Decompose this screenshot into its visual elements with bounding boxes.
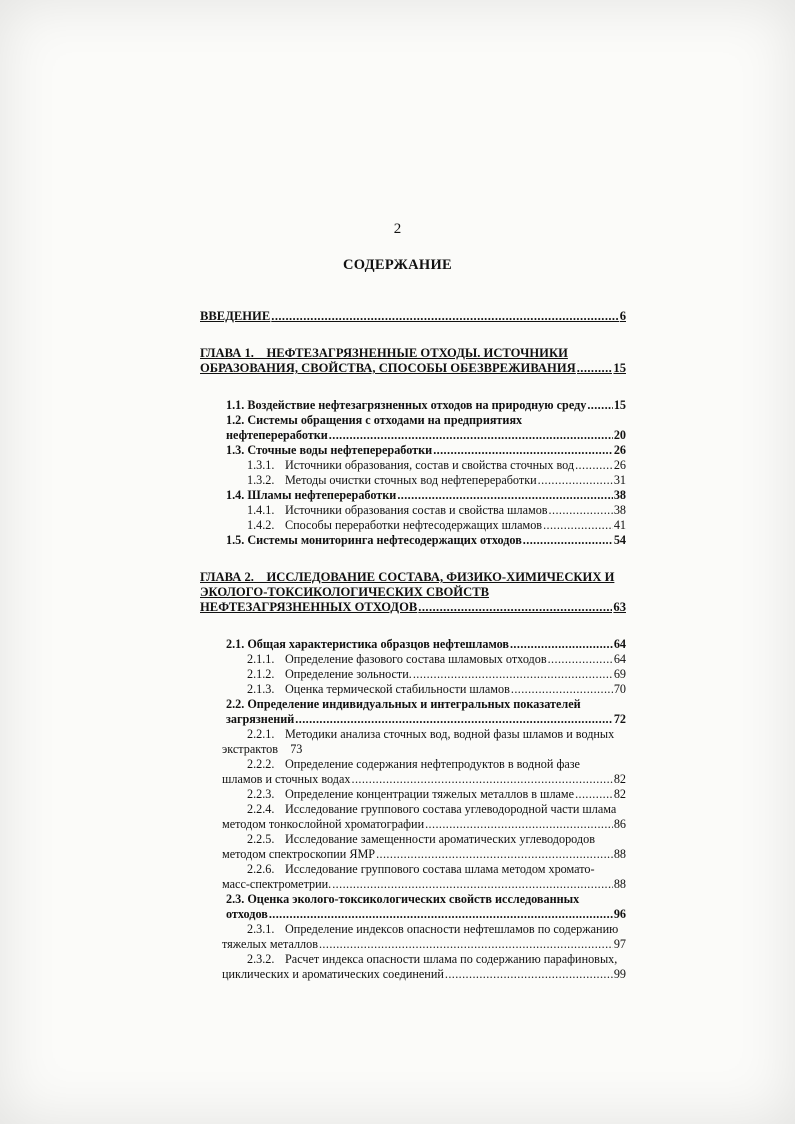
toc-entry-1-3[interactable]: 1.3. Сточные воды нефтепереработки ..... 26	[200, 443, 626, 458]
page-number: 2	[393, 221, 402, 237]
toc-entry-1-5[interactable]: 1.5. Системы мониторинга нефтесодержащих отходов ..... 54	[200, 533, 626, 548]
page-title: СОДЕРЖАНИЕ	[342, 257, 453, 273]
toc-entry-1-4-1[interactable]: 1.4.1. Источники образования состав и свойства шламов ..... 38	[200, 503, 626, 518]
toc-entry-1-1[interactable]: 1.1. Воздействие нефтезагрязненных отходов на природную среду ..... 15	[200, 398, 626, 413]
toc-entry-1-4[interactable]: 1.4. Шламы нефтепереработки ..... 38	[200, 488, 626, 503]
toc-entry-1-3-2[interactable]: 1.3.2. Методы очистки сточных вод нефтепереработки ..... 31	[200, 473, 626, 488]
toc-entry-2-3[interactable]: 2.3. Оценка эколого-токсикологических свойств исследованных отходов ..... 96	[200, 892, 626, 922]
toc-entry-2-2-1[interactable]: 2.2.1. Методики анализа сточных вод, водной фазы шламов и водных экстрактов 73	[222, 727, 615, 756]
toc-entry-chapter-2[interactable]: ГЛАВА 2. ИССЛЕДОВАНИЕ СОСТАВА, ФИЗИКО-ХИМИЧЕСКИХ И ЭКОЛОГО-ТОКСИКОЛОГИЧЕСКИХ СВОЙСТВ НЕФТЕЗАГРЯЗНЕННЫХ ОТХОДОВ ..... 63	[200, 570, 626, 615]
toc-entry-1-2[interactable]: 1.2. Системы обращения с отходами на предприятиях нефтепереработки ..... 20	[200, 413, 626, 443]
table-of-contents	[200, 309, 626, 982]
toc-entry-2-2-3[interactable]: 2.2.3. Определение концентрации тяжелых металлов в шламе ..... 82	[200, 787, 626, 802]
toc-entry-2-1-1[interactable]: 2.1.1. Определение фазового состава шламовых отходов ..... 64	[200, 652, 626, 667]
toc-entry-2-2-4[interactable]: 2.2.4. Исследование группового состава углеводородной части шлама методом тонкослойной хроматографии ..... 86	[200, 802, 626, 832]
toc-entry-2-3-1[interactable]: 2.3.1. Определение индексов опасности нефтешламов по содержанию тяжелых металлов ..... 97	[200, 922, 626, 952]
toc-entry-1-3-1[interactable]: 1.3.1. Источники образования, состав и свойства сточных вод ..... 26	[200, 458, 626, 473]
toc-entry-chapter-1[interactable]: ГЛАВА 1. НЕФТЕЗАГРЯЗНЕННЫЕ ОТХОДЫ. ИСТОЧНИКИ ОБРАЗОВАНИЯ, СВОЙСТВА, СПОСОБЫ ОБЕЗВРЕЖИВАНИЯ ..... 15	[200, 346, 626, 376]
toc-entry-intro[interactable]: ВВЕДЕНИЕ ..... 6	[200, 309, 626, 324]
toc-entry-2-2[interactable]: 2.2. Определение индивидуальных и интегральных показателей загрязнений ..... 72	[200, 697, 626, 727]
toc-entry-2-1-2[interactable]: 2.1.2. Определение зольности. ..... 69	[200, 667, 626, 682]
toc-entry-2-2-5[interactable]: 2.2.5. Исследование замещенности ароматических углеводородов методом спектроскопии ЯМР ..... 88	[200, 832, 626, 862]
toc-entry-2-1[interactable]: 2.1. Общая характеристика образцов нефтешламов ..... 64	[200, 637, 626, 652]
toc-entry-2-3-2[interactable]: 2.3.2. Расчет индекса опасности шлама по содержанию парафиновых, циклических и ароматических соединений ..... 99	[200, 952, 626, 982]
toc-entry-1-4-2[interactable]: 1.4.2. Способы переработки нефтесодержащих шламов ..... 41	[200, 518, 626, 533]
toc-entry-2-2-2[interactable]: 2.2.2. Определение содержания нефтепродуктов в водной фазе шламов и сточных водах ..... 82	[200, 757, 626, 787]
toc-entry-2-1-3[interactable]: 2.1.3. Оценка термической стабильности шламов ..... 70	[200, 682, 626, 697]
toc-entry-2-2-6[interactable]: 2.2.6. Исследование группового состава шлама методом хромато- масс-спектрометрии. ..... 88	[200, 862, 626, 892]
